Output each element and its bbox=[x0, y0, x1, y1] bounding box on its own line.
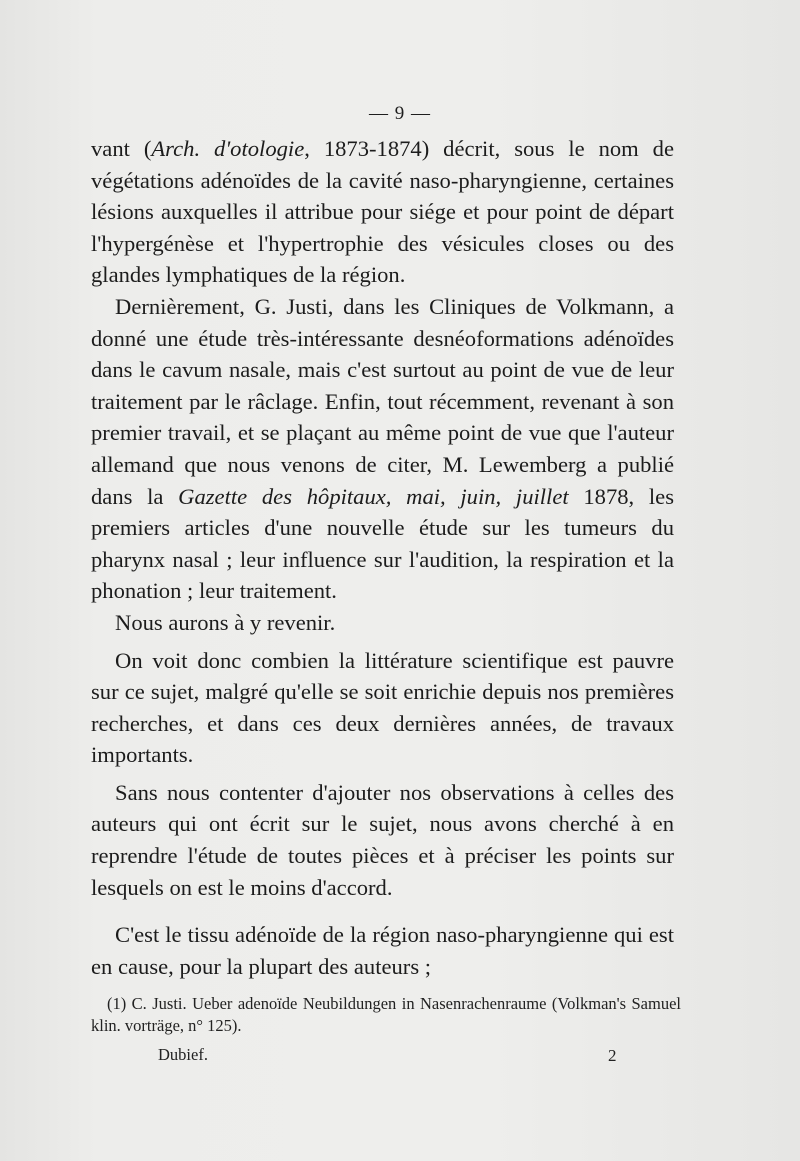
journal-citation: Arch. d'otologie bbox=[151, 136, 305, 161]
paragraph-2-text-b: 1878, les premiers articles d'une nouvelle étude sur les tumeurs du pharynx nasal ; leur influence sur l'audition, la respiration et la phonation ; leur traitement. bbox=[91, 483, 675, 604]
paragraph-4 bbox=[91, 645, 674, 771]
footnote-text: (1) C. Justi. Ueber adenoïde Neubildungen in Nasenrachenraume (Volkman's Samuel klin. vorträge, n° 125). bbox=[91, 994, 681, 1035]
paragraph-1 bbox=[91, 133, 674, 291]
footnote bbox=[91, 993, 681, 1037]
paragraph-1-text-b: , 1873-1874) décrit, sous le nom de végétations adénoïdes de la cavité naso-pharyngienne, certaines lésions auxquelles il attribue pour siége et pour point de départ l'hypergénèse et l'hypertrophie des vésicules closes ou des glandes lymphatiques de la région. bbox=[91, 136, 674, 288]
paragraph-2 bbox=[91, 291, 674, 607]
paragraph-5 bbox=[91, 777, 674, 903]
paragraph-4-text: On voit donc combien la littérature scientifique est pauvre sur ce sujet, malgré qu'elle se soit enrichie depuis nos premières recherches, et dans ces deux dernières années, de travaux importants. bbox=[91, 647, 674, 768]
paragraph-3-text: Nous aurons à y revenir. bbox=[115, 609, 336, 635]
body-text bbox=[91, 133, 674, 982]
paragraph-1-text-a: vant ( bbox=[91, 136, 152, 161]
paragraph-6 bbox=[91, 919, 674, 982]
page-number: — 9 — bbox=[369, 103, 431, 124]
signature-mark: 2 bbox=[608, 1046, 617, 1065]
paragraph-3 bbox=[91, 607, 674, 639]
author-name: Dubief. bbox=[158, 1045, 208, 1064]
paragraph-5-text: Sans nous contenter d'ajouter nos observations à celles des auteurs qui ont écrit sur le sujet, nous avons cherché à en reprendre l'étude de toutes pièces et à préciser les points sur lesquels on est le moins d'accord. bbox=[91, 779, 674, 900]
paragraph-6-text: C'est le tissu adénoïde de la région naso-pharyngienne qui est en cause, pour la plupart des auteurs ; bbox=[91, 922, 674, 979]
paragraph-2-text-a: Dernièrement, G. Justi, dans les Cliniques de Volkmann, a donné une étude très-intéressante desnéoformations adénoïdes dans le cavum nasale, mais c'est surtout au point de vue de leur traitement par le râclage. Enfin, tout récemment, revenant à son premier travail, et se plaçant au même point de vue que l'auteur allemand que nous venons de citer, M. Lewemberg a publié dans la bbox=[91, 293, 674, 509]
gazette-citation: Gazette des hôpitaux, mai, juin, juillet bbox=[178, 483, 569, 509]
